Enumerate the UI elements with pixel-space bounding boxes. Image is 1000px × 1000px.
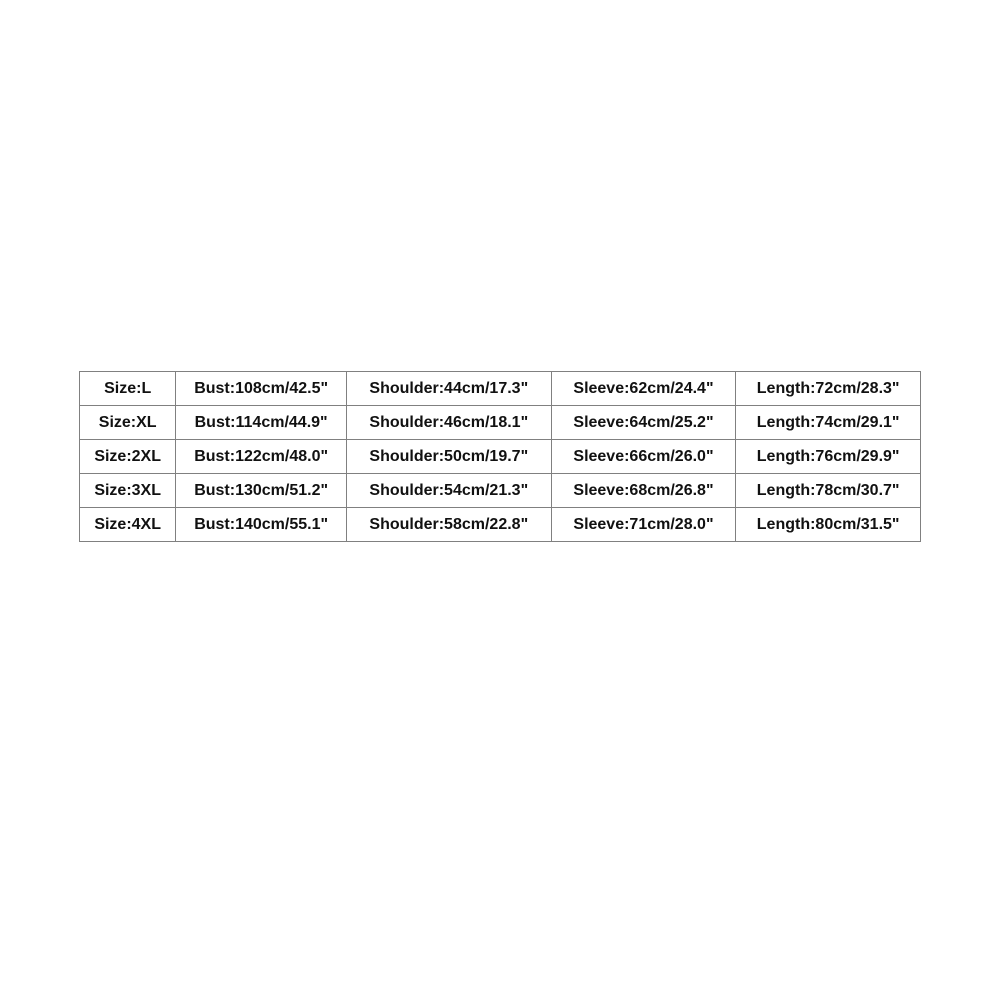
bust-cell: Bust:122cm/48.0" (176, 440, 347, 474)
sleeve-cell: Sleeve:64cm/25.2" (551, 406, 736, 440)
length-cell: Length:80cm/31.5" (736, 508, 921, 542)
length-cell: Length:76cm/29.9" (736, 440, 921, 474)
shoulder-cell: Shoulder:58cm/22.8" (346, 508, 551, 542)
bust-cell: Bust:140cm/55.1" (176, 508, 347, 542)
size-cell: Size:4XL (80, 508, 176, 542)
size-chart-table (79, 371, 921, 542)
length-cell: Length:72cm/28.3" (736, 372, 921, 406)
sleeve-cell: Sleeve:62cm/24.4" (551, 372, 736, 406)
size-cell: Size:XL (80, 406, 176, 440)
size-cell: Size:3XL (80, 474, 176, 508)
table-row (80, 474, 921, 508)
table-row (80, 406, 921, 440)
sleeve-cell: Sleeve:68cm/26.8" (551, 474, 736, 508)
shoulder-cell: Shoulder:50cm/19.7" (346, 440, 551, 474)
bust-cell: Bust:108cm/42.5" (176, 372, 347, 406)
table-row (80, 440, 921, 474)
shoulder-cell: Shoulder:44cm/17.3" (346, 372, 551, 406)
table-row (80, 372, 921, 406)
shoulder-cell: Shoulder:54cm/21.3" (346, 474, 551, 508)
sleeve-cell: Sleeve:71cm/28.0" (551, 508, 736, 542)
length-cell: Length:74cm/29.1" (736, 406, 921, 440)
bust-cell: Bust:130cm/51.2" (176, 474, 347, 508)
bust-cell: Bust:114cm/44.9" (176, 406, 347, 440)
table-row (80, 508, 921, 542)
sleeve-cell: Sleeve:66cm/26.0" (551, 440, 736, 474)
size-cell: Size:2XL (80, 440, 176, 474)
length-cell: Length:78cm/30.7" (736, 474, 921, 508)
shoulder-cell: Shoulder:46cm/18.1" (346, 406, 551, 440)
size-cell: Size:L (80, 372, 176, 406)
